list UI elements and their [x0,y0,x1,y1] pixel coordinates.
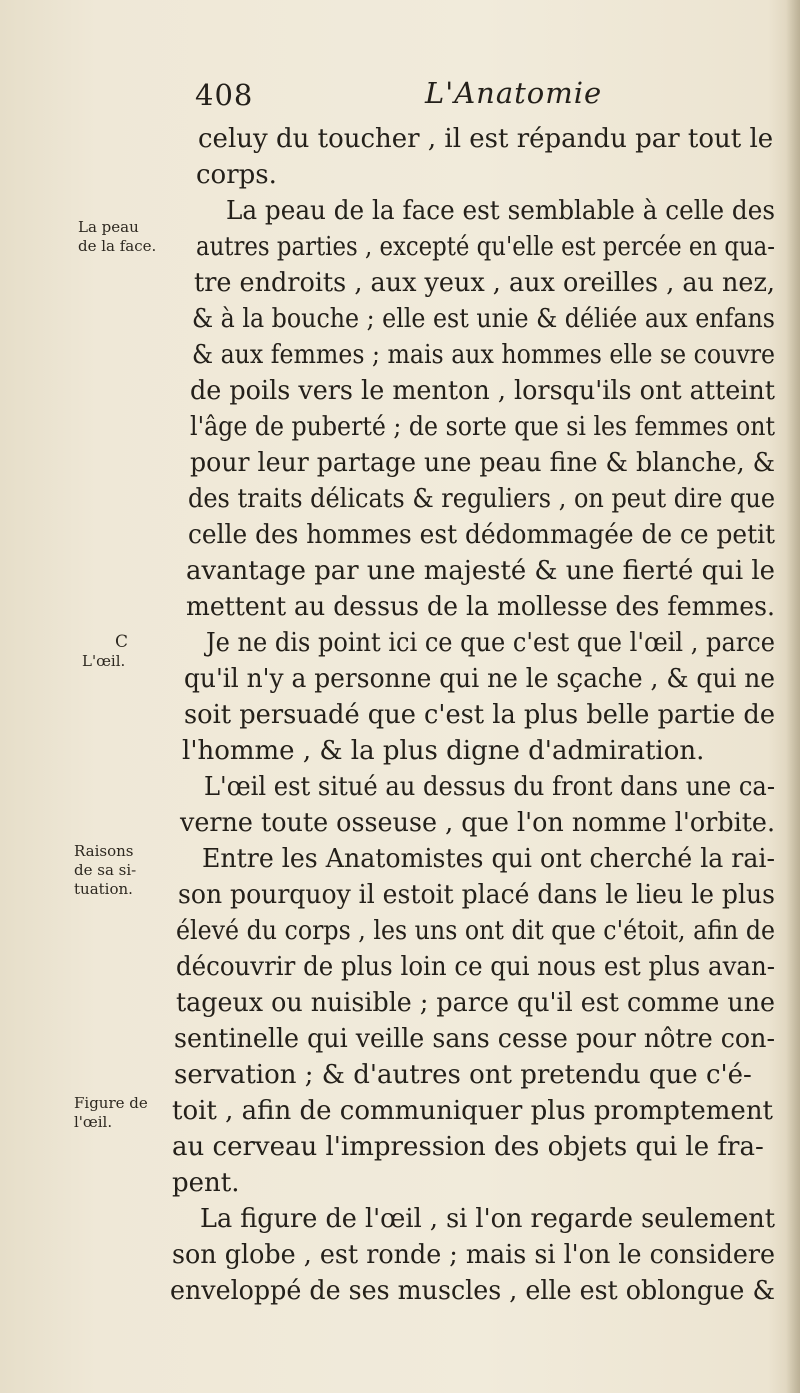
text-line: La figure de l'œil , si l'on regarde seulement [200,1204,775,1234]
text-line: au cerveau l'impression des objets qui le fra- [172,1132,764,1162]
text-line: L'œil est situé au dessus du front dans une ca- [204,772,775,802]
margin-note-line: de la face. [78,237,157,255]
margin-note-figure [74,1094,184,1132]
running-title: L'Anatomie [425,76,603,110]
margin-note-raisons [74,842,184,899]
page-header [195,74,615,124]
text-line: Je ne dis point ici ce que c'est que l'œil , parce [206,628,776,658]
margin-note-la-peau [78,218,188,256]
page-edge-shadow [786,0,800,1393]
text-line: tre endroits , aux yeux , aux oreilles , au nez, [194,268,776,298]
text-line: son globe , est ronde ; mais si l'on le considere [172,1240,776,1270]
margin-note-line: tuation. [74,880,133,898]
text-line: soit persuadé que c'est la plus belle partie de [184,700,776,730]
text-line: enveloppé de ses muscles , elle est oblongue & [170,1276,775,1306]
text-line: pent. [172,1168,240,1198]
text-line: toit , afin de communiquer plus promptement [172,1096,774,1126]
margin-note-line: La peau [78,218,139,236]
text-line: celuy du toucher , il est répandu par tout le [198,124,774,154]
text-line: & aux femmes ; mais aux hommes elle se couvre [192,340,775,370]
text-line: l'âge de puberté ; de sorte que si les femmes ont [190,412,775,442]
text-line: découvrir de plus loin ce qui nous est plus avan- [176,952,775,982]
text-line: pour leur partage une peau fine & blanche, & [190,448,776,478]
margin-note-loeil [82,652,192,671]
marginal-mark: C [115,632,129,652]
text-line: & à la bouche ; elle est unie & déliée aux enfans [192,304,776,334]
text-line: de poils vers le menton , lorsqu'ils ont atteint [190,376,775,406]
text-line: son pourquoy il estoit placé dans le lieu le plus [178,880,775,910]
text-line: élevé du corps , les uns ont dit que c'étoit, afin de [176,916,776,946]
margin-note-line: Figure de [74,1094,148,1112]
margin-note-line: Raisons [74,842,134,860]
margin-note-line: l'œil. [74,1113,113,1131]
text-line: celle des hommes est dédommagée de ce petit [188,520,775,550]
text-line: l'homme , & la plus digne d'admiration. [182,736,705,766]
text-line: servation ; & d'autres ont pretendu que c'é- [174,1060,752,1090]
text-line: avantage par une majesté & une fierté qui le [186,556,776,586]
text-line: verne toute osseuse , que l'on nomme l'orbite. [180,808,776,838]
text-line: sentinelle qui veille sans cesse pour nôtre con- [174,1024,776,1054]
text-line: tageux ou nuisible ; parce qu'il est comme une [176,988,776,1018]
text-line: La peau de la face est semblable à celle des [226,196,775,226]
text-line: autres parties , excepté qu'elle est percée en qua- [196,232,775,262]
text-line: corps. [196,160,277,190]
text-line: mettent au dessus de la mollesse des femmes. [186,592,776,622]
margin-note-line: L'œil. [82,652,126,670]
page-number: 408 [195,78,254,112]
text-line: Entre les Anatomistes qui ont cherché la rai- [202,844,775,874]
text-line: des traits délicats & reguliers , on peut dire que [188,484,776,514]
margin-note-line: de sa si- [74,861,137,879]
text-line: qu'il n'y a personne qui ne le sçache , & qui ne [184,664,776,694]
